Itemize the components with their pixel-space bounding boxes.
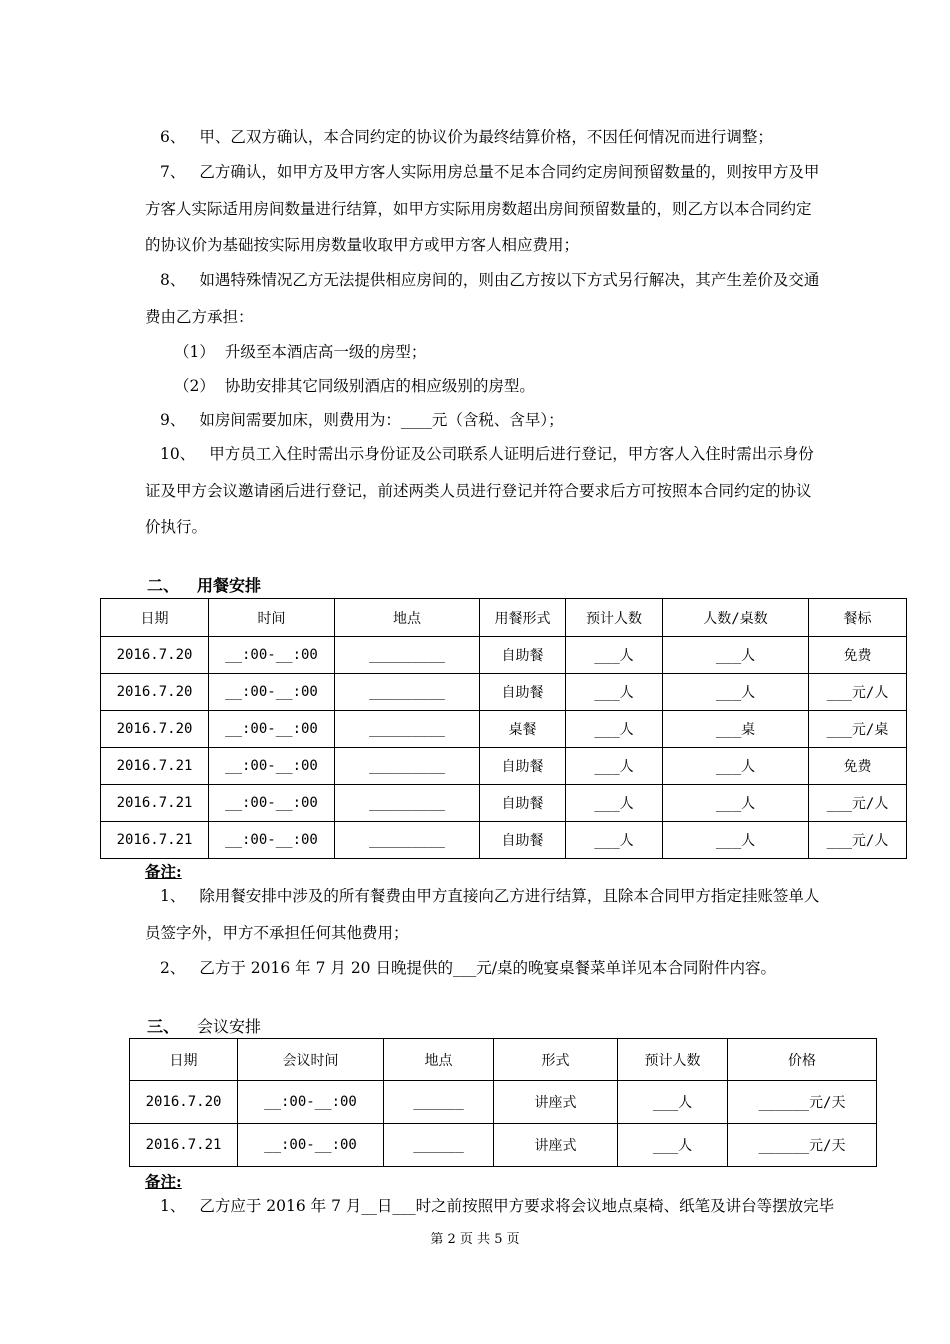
header-cell: 地点	[335, 599, 480, 637]
dining-note-1	[160, 886, 819, 906]
table-cell: ___人	[566, 748, 663, 785]
clause-number: 10、	[160, 445, 196, 463]
clause-number: 6、	[160, 128, 186, 146]
section-title: 用餐安排	[197, 576, 262, 595]
header-cell: 会议时间	[238, 1039, 384, 1081]
table-cell: 自助餐	[480, 785, 566, 822]
table-cell: ___人	[566, 637, 663, 674]
meeting-note-1	[160, 1196, 834, 1216]
table-cell: ___桌	[663, 711, 809, 748]
table-cell: _________	[335, 822, 480, 859]
clause-7-line-3: 的协议价为基础按实际用房数量收取甲方或甲方客人相应费用；	[145, 236, 580, 254]
page-number-footer: 第 2 页 共 5 页	[430, 1232, 520, 1247]
header-cell: 日期	[101, 599, 209, 637]
table-cell: ___人	[663, 785, 809, 822]
note-number: 2、	[160, 959, 186, 977]
table-cell: ___元/人	[809, 674, 907, 711]
table-row	[101, 748, 907, 785]
table-cell: 自助餐	[480, 822, 566, 859]
table-cell: 桌餐	[480, 711, 566, 748]
table-cell: __:00-__:00	[209, 785, 335, 822]
table-cell: _________	[335, 674, 480, 711]
table-cell: __:00-__:00	[238, 1124, 384, 1167]
table-cell: ______	[384, 1081, 494, 1124]
table-cell: ___人	[566, 674, 663, 711]
table-cell: 2016.7.20	[101, 637, 209, 674]
section-number: 三、	[147, 1017, 180, 1036]
table-cell: __:00-__:00	[209, 822, 335, 859]
meeting-note-label: 备注:	[145, 1172, 182, 1191]
header-cell: 地点	[384, 1039, 494, 1081]
clause-9	[160, 410, 564, 430]
table-cell: 2016.7.20	[101, 674, 209, 711]
table-cell: 自助餐	[480, 637, 566, 674]
table-cell: ___人	[566, 711, 663, 748]
clause-number: （2）	[174, 377, 215, 395]
table-row	[101, 785, 907, 822]
table-row	[101, 711, 907, 748]
table-header-row	[101, 599, 907, 637]
meeting-section-heading	[147, 1017, 261, 1037]
table-cell: __:00-__:00	[209, 674, 335, 711]
clause-6	[160, 127, 773, 147]
dining-section-heading	[147, 576, 261, 596]
table-row	[101, 822, 907, 859]
table-cell: 免费	[809, 748, 907, 785]
header-cell: 时间	[209, 599, 335, 637]
clause-number: （1）	[174, 343, 215, 361]
table-row	[101, 637, 907, 674]
header-cell: 预计人数	[618, 1039, 728, 1081]
table-cell: 免费	[809, 637, 907, 674]
header-cell: 餐标	[809, 599, 907, 637]
table-cell: _________	[335, 748, 480, 785]
clause-number: 9、	[160, 411, 186, 429]
table-cell: 讲座式	[494, 1081, 618, 1124]
table-cell: ___人	[663, 748, 809, 785]
clause-8	[160, 270, 819, 290]
table-cell: _________	[335, 785, 480, 822]
header-cell: 人数/桌数	[663, 599, 809, 637]
clause-number: 7、	[160, 163, 186, 181]
clause-text: 如遇特殊情况乙方无法提供相应房间的，则由乙方按以下方式另行解决，其产生差价及交通	[199, 271, 820, 289]
table-row	[130, 1081, 877, 1124]
table-cell: __:00-__:00	[209, 637, 335, 674]
table-cell: __:00-__:00	[238, 1081, 384, 1124]
dining-table	[100, 598, 907, 859]
table-row	[130, 1124, 877, 1167]
dining-note-1-line-2: 员签字外，甲方不承担任何其他费用；	[145, 924, 409, 942]
table-cell: ___元/桌	[809, 711, 907, 748]
dining-note-2	[160, 958, 776, 978]
table-cell: 2016.7.20	[130, 1081, 238, 1124]
table-cell: 2016.7.21	[101, 785, 209, 822]
table-cell: ______元/天	[728, 1124, 877, 1167]
table-cell: ___人	[663, 674, 809, 711]
header-cell: 价格	[728, 1039, 877, 1081]
clause-7	[160, 162, 819, 182]
table-cell: ___人	[566, 785, 663, 822]
note-number: 1、	[160, 1197, 186, 1215]
clause-number: 8、	[160, 271, 186, 289]
table-cell: ___人	[618, 1081, 728, 1124]
note-text: 乙方应于 2016 年 7 月__日___时之前按照甲方要求将会议地点桌椅、纸笔及讲台等摆放完毕	[199, 1197, 835, 1215]
table-header-row	[130, 1039, 877, 1081]
table-cell: ______元/天	[728, 1081, 877, 1124]
table-cell: 讲座式	[494, 1124, 618, 1167]
clause-text: 乙方确认，如甲方及甲方客人实际用房总量不足本合同约定房间预留数量的，则按甲方及甲	[199, 163, 820, 181]
clause-8-sub-1	[174, 342, 426, 362]
table-cell: ___人	[663, 822, 809, 859]
table-cell: 2016.7.20	[101, 711, 209, 748]
clause-text: 升级至本酒店高一级的房型；	[224, 343, 427, 361]
clause-8-line-2: 费由乙方承担：	[145, 308, 254, 326]
table-row	[101, 674, 907, 711]
table-cell: 2016.7.21	[130, 1124, 238, 1167]
note-number: 1、	[160, 887, 186, 905]
meeting-table	[129, 1038, 877, 1167]
table-cell: ___人	[663, 637, 809, 674]
clause-8-sub-2	[174, 376, 535, 396]
table-cell: ___人	[566, 822, 663, 859]
table-cell: 自助餐	[480, 674, 566, 711]
header-cell: 形式	[494, 1039, 618, 1081]
section-number: 二、	[147, 576, 180, 595]
header-cell: 日期	[130, 1039, 238, 1081]
section-title: 会议安排	[197, 1017, 262, 1036]
clause-text: 如房间需要加床，则费用为：____元（含税、含早）；	[199, 411, 564, 429]
table-cell: __:00-__:00	[209, 711, 335, 748]
note-text: 除用餐安排中涉及的所有餐费由甲方直接向乙方进行结算，且除本合同甲方指定挂账签单人	[199, 887, 820, 905]
header-cell: 预计人数	[566, 599, 663, 637]
clause-10	[160, 444, 814, 464]
clause-text: 甲方员工入住时需出示身份证及公司联系人证明后进行登记，甲方客人入住时需出示身份	[209, 445, 814, 463]
table-cell: _________	[335, 637, 480, 674]
table-cell: ______	[384, 1124, 494, 1167]
table-cell: 2016.7.21	[101, 748, 209, 785]
table-cell: __:00-__:00	[209, 748, 335, 785]
clause-7-line-2: 方客人实际适用房间数量进行结算，如甲方实际用房数超出房间预留数量的，则乙方以本合同约定	[145, 200, 812, 218]
clause-10-line-2: 证及甲方会议邀请函后进行登记，前述两类人员进行登记并符合要求后方可按照本合同约定的协议	[145, 482, 812, 500]
dining-note-label: 备注:	[145, 862, 182, 881]
table-cell: ___元/人	[809, 822, 907, 859]
table-cell: 2016.7.21	[101, 822, 209, 859]
clause-10-line-3: 价执行。	[145, 518, 208, 536]
table-cell: 自助餐	[480, 748, 566, 785]
header-cell: 用餐形式	[480, 599, 566, 637]
note-text: 乙方于 2016 年 7 月 20 日晚提供的___元/桌的晚宴桌餐菜单详见本合同附件内容。	[199, 959, 776, 977]
table-cell: _________	[335, 711, 480, 748]
table-cell: ___人	[618, 1124, 728, 1167]
clause-text: 甲、乙双方确认，本合同约定的协议价为最终结算价格，不因任何情况而进行调整；	[199, 128, 773, 146]
clause-text: 协助安排其它同级别酒店的相应级别的房型。	[224, 377, 535, 395]
table-cell: ___元/人	[809, 785, 907, 822]
